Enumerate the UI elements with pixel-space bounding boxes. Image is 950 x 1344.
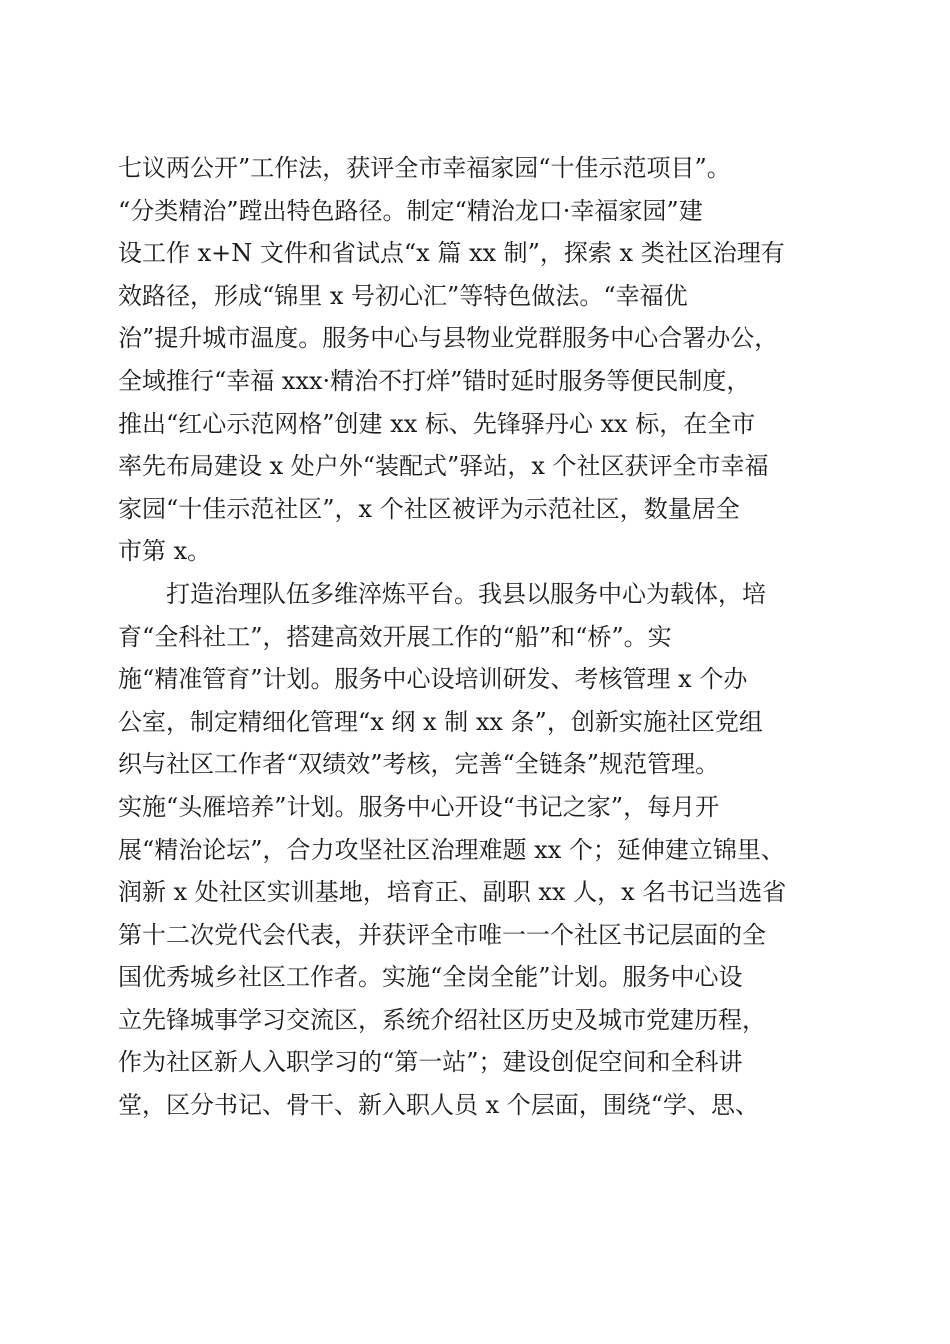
text-line: 公室，制定精细化管理“x 纲 x 制 xx 条”，创新实施社区党组	[118, 707, 763, 736]
text-line: 织与社区工作者“双绩效”考核，完善“全链条”规范管理。	[118, 750, 720, 779]
text-line: 七议两公开”工作法，获评全市幸福家园“十佳示范项目”。	[118, 154, 731, 182]
text-line: 育“全科社工”，搭建高效开展工作的“船”和“桥”。实	[118, 622, 672, 651]
text-line: 市第 x。	[118, 537, 212, 566]
text-line: “分类精治”蹚出特色路径。制定“精治龙口·幸福家园”建	[118, 196, 703, 225]
text-line: 效路径，形成“锦里 x 号初心汇”等特色做法。“幸福优	[118, 281, 688, 310]
text-line: 立先锋城事学习交流区，系统介绍社区历史及城市党建历程，	[118, 1005, 766, 1034]
text-line: 设工作 x+N 文件和省试点“x 篇 xx 制”，探索 x 类社区治理有	[118, 239, 785, 268]
text-line: 堂，区分书记、骨干、新入职人员 x 个层面，围绕“学、思、	[118, 1091, 760, 1120]
text-line: 全域推行“幸福 xxx·精治不打烊”错时延时服务等便民制度，	[118, 366, 751, 395]
text-line: 展“精治论坛”，合力攻坚社区治理难题 xx 个；延伸建立锦里、	[118, 835, 785, 864]
text-line: 第十二次党代会代表，并获评全市唯一一个社区书记层面的全	[118, 920, 766, 949]
text-line: 率先布局建设 x 处户外“装配式”驿站，x 个社区获评全市幸福	[118, 452, 769, 481]
text-line: 国优秀城乡社区工作者。实施“全岗全能”计划。服务中心设	[118, 963, 743, 992]
text-line: 实施“头雁培养”计划。服务中心开设“书记之家”，每月开	[118, 792, 720, 821]
text-line: 推出“红心示范网格”创建 xx 标、先锋驿丹心 xx 标，在全市	[118, 409, 756, 438]
text-line: 施“精准管育”计划。服务中心设培训研发、考核管理 x 个办	[118, 665, 748, 694]
paragraph-first-line: 打造治理队伍多维淬炼平台。我县以服务中心为载体，培	[166, 579, 766, 608]
text-line: 治”提升城市温度。服务中心与县物业党群服务中心合署办公，	[118, 324, 779, 353]
text-line: 作为社区新人入职学习的“第一站”；建设创促空间和全科讲	[118, 1048, 743, 1077]
text-line: 润新 x 处社区实训基地，培育正、副职 xx 人，x 名书记当选省	[118, 878, 787, 907]
body-text	[118, 147, 838, 1127]
text-line: 家园“十佳示范社区”，x 个社区被评为示范社区，数量居全	[118, 494, 740, 523]
